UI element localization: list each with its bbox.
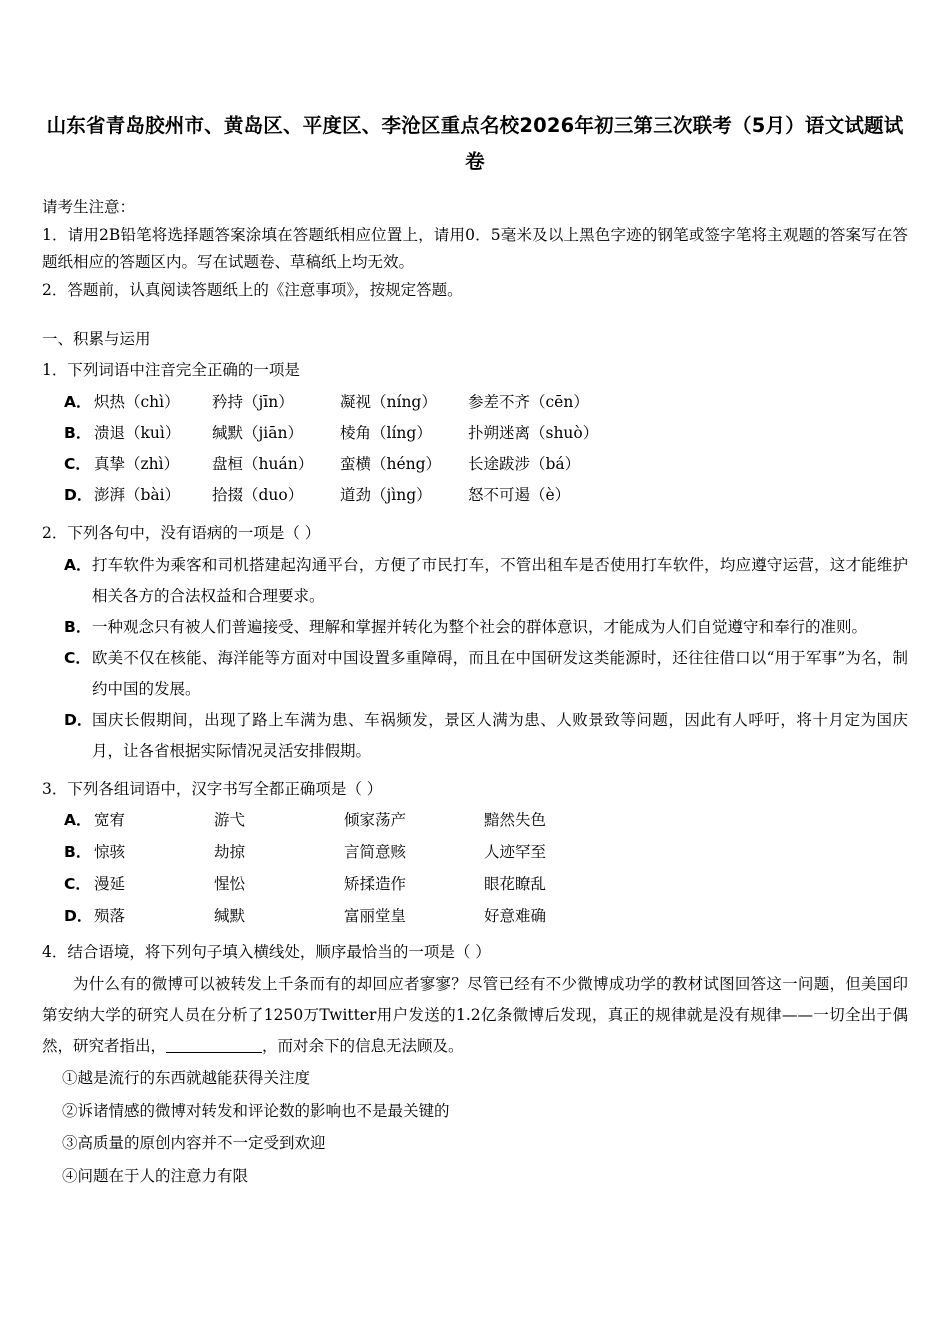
- option-cell: 劫掠: [214, 843, 246, 862]
- option-cell: 参差不齐（cēn）: [468, 393, 589, 411]
- passage-part-1: 为什么有的微博可以被转发上千条而有的却回应者寥寥？尽管已经有不少微博成功学的教材试图回答这一问题，但美国印第安纳大学的研究人员在分析了1250万Twitter用户发送的1.2亿条微博后发现，真正的规律就是没有规律——一切全出于偶然，研究者指出，: [42, 975, 908, 1056]
- question-4-choice-4[interactable]: ④问题在于人的注意力有限: [62, 1166, 249, 1185]
- option-cell: 惺忪: [214, 874, 246, 893]
- option-label: A．: [64, 393, 92, 411]
- question-2-option-d[interactable]: [42, 705, 908, 767]
- option-cell: 扑朔迷离（shuò）: [468, 424, 599, 442]
- option-text: 一种观念只有被人们普遍接受、理解和掌握并转化为整个社会的群体意识，才能成为人们自觉遵守和奉行的准则。: [92, 617, 868, 636]
- question-3-option-d[interactable]: [42, 901, 908, 933]
- question-1-option-c[interactable]: [42, 449, 908, 480]
- question-4-choice-1[interactable]: ①越是流行的东西就越能获得关注度: [62, 1069, 311, 1088]
- option-label: D．: [64, 486, 93, 504]
- question-4-choice-3[interactable]: ③高质量的原创内容并不一定受到欢迎: [62, 1134, 326, 1153]
- question-4-choice-2[interactable]: ②诉诸情感的微博对转发和评论数的影响也不是最关键的: [62, 1101, 450, 1120]
- option-cell: 矫揉造作: [344, 874, 407, 893]
- option-cell: 惊骇: [94, 843, 126, 862]
- page-title: 山东省青岛胶州市、黄岛区、平度区、李沧区重点名校2026年初三第三次联考（5月）语文试题试卷: [46, 114, 904, 174]
- notice-line-1: 1．请用2B铅笔将选择题答案涂填在答题纸相应位置上，请用0．5毫米及以上黑色字迹的钢笔或签字笔将主观题的答案写在答题纸相应的答题区内。写在试题卷、草稿纸上均无效。: [42, 225, 908, 272]
- notice-heading: 请考生注意：: [42, 198, 136, 217]
- option-text: 欧美不仅在核能、海洋能等方面对中国设置多重障碍，而且在中国研发这类能源时，还往往借口以“用于军事”为名，制约中国的发展。: [92, 648, 908, 698]
- question-2-option-b[interactable]: [42, 612, 908, 643]
- option-cell: 黯然失色: [484, 811, 547, 830]
- option-cell: 游弋: [214, 811, 246, 830]
- option-cell: 澎湃（bài）: [94, 486, 181, 504]
- option-cell: 溃退（kuì）: [94, 424, 181, 442]
- question-4-stem: 4．结合语境，将下列句子填入横线处，顺序最恰当的一项是（ ）: [42, 943, 491, 962]
- option-label: D．: [64, 906, 93, 925]
- answer-blank[interactable]: [166, 1037, 262, 1054]
- option-cell: 道劲（jìng）: [340, 486, 432, 504]
- option-cell: 蛮横（héng）: [340, 455, 442, 473]
- option-cell: 盘桓（huán）: [212, 455, 314, 473]
- option-label: C．: [64, 455, 91, 473]
- option-label: B．: [64, 843, 92, 862]
- question-1-option-d[interactable]: [42, 480, 908, 511]
- option-cell: 富丽堂皇: [344, 906, 407, 925]
- option-cell: 炽热（chì）: [94, 393, 180, 411]
- question-2-option-c[interactable]: [42, 643, 908, 705]
- question-3-option-c[interactable]: [42, 869, 908, 901]
- option-label: D．: [64, 710, 93, 729]
- question-4-passage: [42, 969, 908, 1062]
- option-cell: 怒不可遏（è）: [468, 486, 571, 504]
- notice-line-2: 2．答题前，认真阅读答题纸上的《注意事项》，按规定答题。: [42, 280, 463, 299]
- question-1-option-a[interactable]: [42, 387, 908, 418]
- option-label: A．: [64, 811, 92, 830]
- question-1-option-b[interactable]: [42, 418, 908, 449]
- option-cell: 人迹罕至: [484, 843, 547, 862]
- option-cell: 拾掇（duo）: [212, 486, 304, 504]
- option-cell: 缄默（jiān）: [212, 424, 303, 442]
- option-label: C．: [64, 874, 91, 893]
- option-text: 国庆长假期间，出现了路上车满为患、车祸频发，景区人满为患、人败景致等问题，因此有人呼吁，将十月定为国庆月，让各省根据实际情况灵活安排假期。: [92, 710, 908, 760]
- option-text: 打车软件为乘客和司机搭建起沟通平台，方便了市民打车，不管出租车是否使用打车软件，均应遵守运营，这才能维护相关各方的合法权益和合理要求。: [92, 555, 908, 605]
- question-3-stem: 3．下列各组词语中，汉字书写全都正确项是（ ）: [42, 779, 383, 798]
- option-cell: 矜持（jīn）: [212, 393, 294, 411]
- option-cell: 长途跋涉（bá）: [468, 455, 581, 473]
- section-heading-1: 一、积累与运用: [42, 330, 151, 349]
- question-2-option-a[interactable]: [42, 550, 908, 612]
- option-label: B．: [64, 617, 92, 636]
- option-cell: 眼花瞭乱: [484, 874, 547, 893]
- option-cell: 漫延: [94, 874, 126, 893]
- option-cell: 真挚（zhì）: [94, 455, 180, 473]
- passage-part-2: ，而对余下的信息无法顾及。: [262, 1037, 464, 1056]
- option-label: B．: [64, 424, 92, 442]
- option-cell: 棱角（líng）: [340, 424, 432, 442]
- spacer: [42, 310, 908, 326]
- option-cell: 宽宥: [94, 811, 126, 830]
- question-2-stem: 2．下列各句中，没有语病的一项是（ ）: [42, 524, 321, 542]
- option-cell: 好意难确: [484, 906, 547, 925]
- question-1-stem: 1．下列词语中注音完全正确的一项是: [42, 361, 300, 380]
- option-cell: 倾家荡产: [344, 811, 407, 830]
- option-cell: 殒落: [94, 906, 126, 925]
- question-3-option-b[interactable]: [42, 837, 908, 869]
- option-cell: 缄默: [214, 906, 246, 925]
- option-label: C．: [64, 648, 91, 667]
- option-cell: 凝视（níng）: [340, 393, 437, 411]
- option-label: A．: [64, 555, 92, 574]
- option-cell: 言简意赅: [344, 843, 407, 862]
- exam-notice: [42, 194, 908, 304]
- question-3-option-a[interactable]: [42, 805, 908, 837]
